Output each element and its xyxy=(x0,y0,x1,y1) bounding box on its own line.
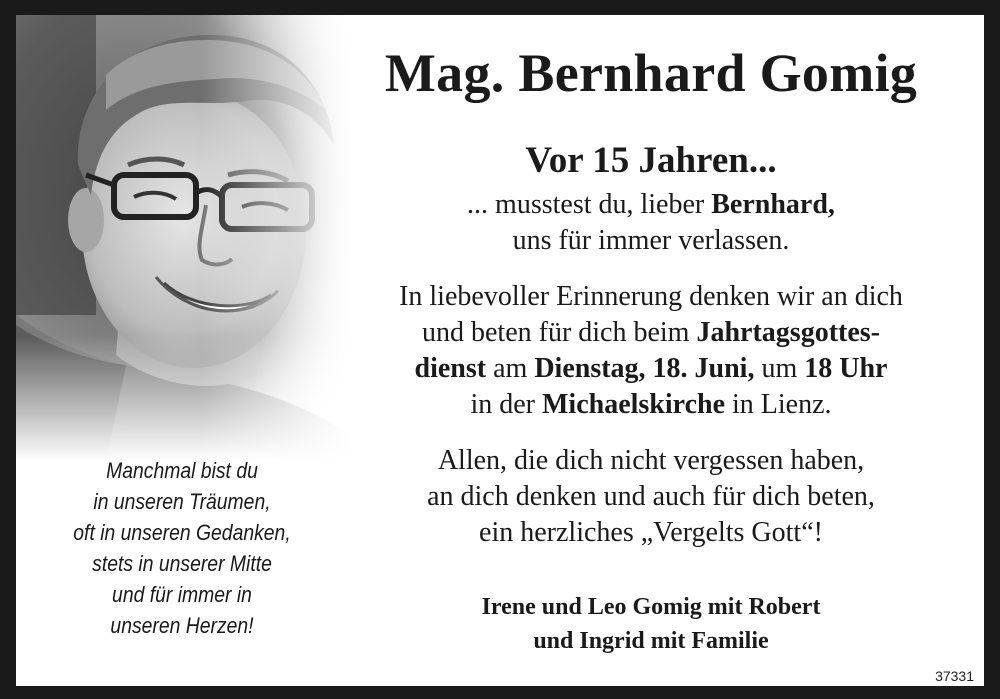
poem-line: oft in unseren Gedanken, xyxy=(73,520,291,545)
poem-line: stets in unserer Mitte xyxy=(92,551,272,576)
signature-line-1: Irene und Leo Gomig mit Robert xyxy=(481,594,821,620)
deceased-name: Mag. Bernhard Gomig xyxy=(384,43,918,103)
memorial-mass-paragraph xyxy=(336,279,966,423)
first-name-bold: Bernhard, xyxy=(711,189,835,220)
poem-line: Manchmal bist du xyxy=(106,458,258,483)
farewell-text: ... musstest du, lieber xyxy=(467,189,712,220)
ad-reference-number: 37331 xyxy=(935,668,974,684)
anniversary-heading: Vor 15 Jahren... xyxy=(525,140,777,181)
thanks-line-1: Allen, die dich nicht vergessen haben, xyxy=(437,445,865,476)
mass-location: in Lienz. xyxy=(725,389,832,420)
thanks-line-2: an dich denken und auch für dich beten, xyxy=(427,481,875,512)
thanks-line-3: ein herzliches „Vergelts Gott“! xyxy=(479,517,823,548)
signature-line-2: und Ingrid mit Familie xyxy=(533,628,769,654)
memorial-poem xyxy=(46,455,317,641)
mass-text: um xyxy=(754,353,805,384)
mass-text: am xyxy=(486,353,535,384)
family-signature xyxy=(336,590,966,658)
farewell-line-1 xyxy=(336,187,966,223)
portrait-photo xyxy=(16,15,352,461)
poem-line: unseren Herzen! xyxy=(110,613,254,638)
mass-time: 18 Uhr xyxy=(804,353,888,384)
mass-type-bold-end: dienst xyxy=(414,353,487,384)
mass-date: Dienstag, 18. Juni, xyxy=(534,353,755,384)
mass-text: in der xyxy=(470,389,542,420)
farewell-paragraph xyxy=(336,187,966,259)
thanks-paragraph xyxy=(336,443,966,551)
farewell-line-2: uns für immer verlassen. xyxy=(512,225,790,256)
poem-line: in unseren Träumen, xyxy=(93,489,271,514)
mass-line-4 xyxy=(336,387,966,423)
mass-type-bold: Jahrtagsgottes- xyxy=(696,317,880,348)
mass-line-2 xyxy=(336,315,966,351)
church-name: Michaelskirche xyxy=(541,389,725,420)
mass-line-1: In liebevoller Erinnerung denken wir an dich xyxy=(399,281,903,312)
mass-text: und beten für dich beim xyxy=(421,317,697,348)
mass-line-3 xyxy=(336,351,966,387)
poem-line: und für immer in xyxy=(112,582,252,607)
